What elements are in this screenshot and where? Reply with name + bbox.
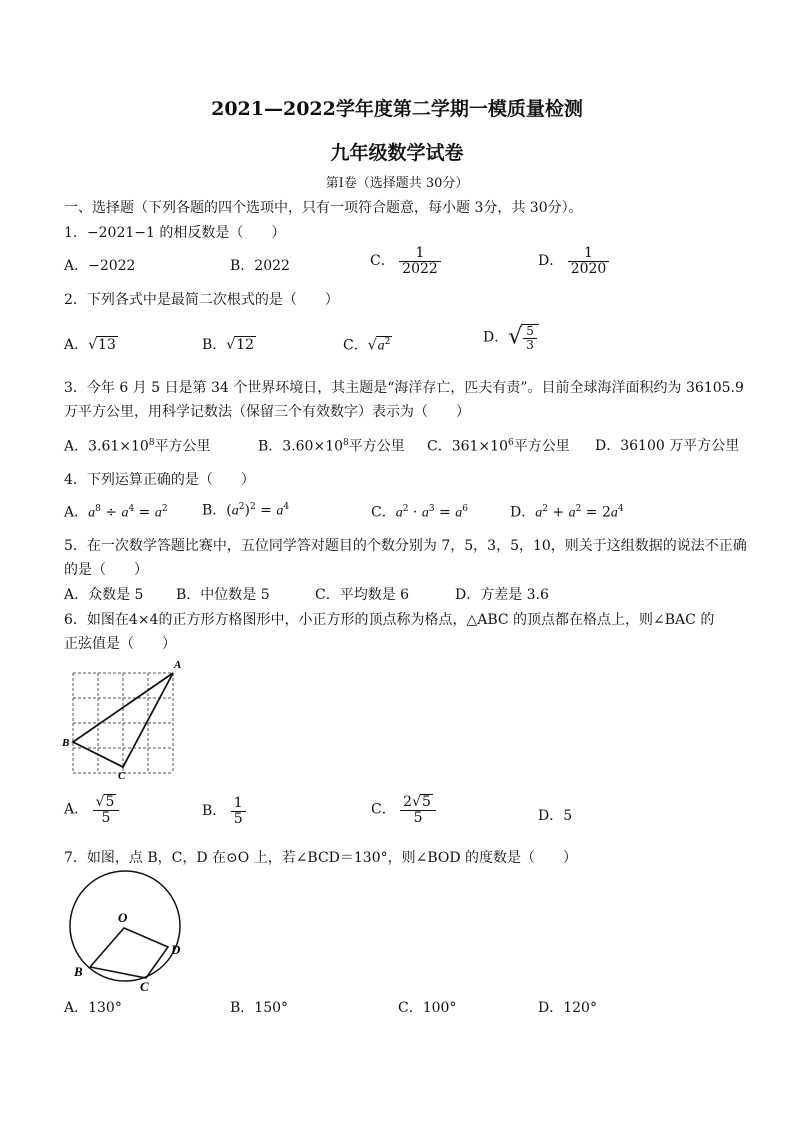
q3-option-c: C．$361\times 10^6$平方公里 bbox=[427, 438, 570, 455]
q7-label-c: C bbox=[140, 979, 149, 994]
q6-grid-lines bbox=[73, 673, 173, 773]
q3-stem-line2: 万平方公里，用科学记数法（保留三个有效数字）表示为（ ） bbox=[64, 404, 470, 420]
sqrt-icon: √ bbox=[412, 794, 422, 810]
q2-d-numerator: 5 bbox=[523, 325, 537, 339]
q1-option-d bbox=[538, 246, 609, 276]
q6-label-a: A bbox=[174, 659, 182, 671]
q1-option-d-label: D． bbox=[538, 253, 564, 270]
q4-stem: 4．下列运算正确的是（ ） bbox=[64, 472, 255, 488]
exam-subtitle: 九年级数学试卷 bbox=[330, 142, 464, 164]
q1-option-c bbox=[370, 246, 441, 276]
q2-d-denominator: 3 bbox=[526, 337, 534, 352]
section-heading: 一、选择题（下列各题的四个选项中，只有一项符合题意，每小题 3分，共 30分）。 bbox=[64, 200, 583, 216]
q7-stem: 7．如图，点 B，C，D 在⊙O 上，若∠BCD＝130°，则∠BOD 的度数是（ ） bbox=[64, 850, 578, 866]
q2-option-b bbox=[202, 336, 256, 354]
q6-option-c: C． $\frac{2√5}{5}$ bbox=[371, 794, 436, 825]
q6-stem-line2: 正弦值是（ ） bbox=[64, 636, 176, 652]
q5-option-c: C．平均数是 6 bbox=[315, 587, 410, 603]
q1-d-denominator: 2020 bbox=[570, 260, 607, 277]
q2-a-radicand: 13 bbox=[98, 337, 116, 353]
q3-stem-line1: 3．今年 6 月 5 日是第 34 个世界环境日，其主题是“海洋存亡，匹夫有责”。目前全球海洋面积约为 36105.9 bbox=[64, 380, 744, 396]
q7-circle-figure bbox=[60, 870, 195, 995]
q6-label-c: C bbox=[118, 770, 126, 780]
q6-grid-figure bbox=[60, 658, 190, 780]
q7-label-d: D bbox=[171, 942, 181, 957]
q1-c-numerator: 1 bbox=[399, 246, 441, 262]
q2-option-a-label: A． bbox=[64, 337, 89, 353]
q5-stem-line1: 5．在一次数学答题比赛中，五位同学答对题目的个数分别为 7，5，3，5，10，则关于这组数据的说法不正确 bbox=[64, 538, 747, 554]
q2-option-b-label: B． bbox=[202, 337, 227, 353]
q4-option-d: D．$a^2 + a^2 = 2a^4$ bbox=[510, 504, 624, 521]
q6-label-b: B bbox=[62, 737, 70, 749]
q6-option-a: A． $\frac{√5}{5}$ bbox=[64, 794, 119, 825]
volume-label: 第Ⅰ卷（选择题共 30分） bbox=[325, 176, 469, 191]
q7-label-o: O bbox=[118, 910, 128, 925]
sqrt-icon: √ bbox=[367, 337, 377, 354]
q4-option-c: C．$a^2 \cdot a^3 = a^6$ bbox=[371, 504, 468, 521]
q3-option-b: B．$3.60\times 10^8$平方公里 bbox=[258, 438, 405, 455]
q1-d-numerator: 1 bbox=[568, 246, 610, 262]
q5-option-a: A．众数是 5 bbox=[64, 587, 144, 603]
sqrt-icon: √ bbox=[88, 337, 98, 353]
q2-c-radicand: $a^2$ bbox=[377, 337, 391, 354]
q1-c-denominator: 2022 bbox=[402, 260, 438, 277]
exam-title: 2021—2022学年度第二学期一模质量检测 bbox=[211, 98, 583, 120]
q2-option-c bbox=[343, 336, 392, 355]
sqrt-icon: √ bbox=[226, 337, 236, 353]
q3-option-d: D．36100 万平方公里 bbox=[595, 438, 740, 454]
sqrt-icon: √ bbox=[95, 794, 105, 810]
q1-stem: 1．−2021−1 的相反数是（ ） bbox=[64, 225, 286, 241]
q7-option-d: D．120° bbox=[538, 1000, 597, 1016]
q6-option-b: B． $\frac{1}{5}$ bbox=[202, 796, 246, 826]
q7-option-c: C．100° bbox=[398, 1000, 457, 1016]
q2-option-d bbox=[483, 324, 539, 351]
q7-circle-o bbox=[70, 871, 180, 981]
q1-option-c-label: C． bbox=[370, 253, 395, 270]
q7-option-b: B．150° bbox=[230, 1000, 289, 1016]
q3-option-a: A．$3.61\times 10^8$平方公里 bbox=[64, 438, 211, 455]
q2-option-d-label: D． bbox=[483, 329, 509, 346]
q7-option-a: A．130° bbox=[64, 1000, 122, 1016]
q7-label-b: B bbox=[74, 964, 83, 979]
q6-stem-line1: 6．如图在4×4的正方形方格图形中，小正方形的顶点称为格点，△ABC 的顶点都在格点上，则∠BAC 的 bbox=[64, 612, 715, 628]
sqrt-icon: √ bbox=[508, 324, 523, 350]
q2-b-radicand: 12 bbox=[236, 337, 255, 353]
q6-option-d: D．5 bbox=[538, 808, 573, 824]
q4-option-a: A．$a^8 \div a^4 = a^2$ bbox=[64, 504, 168, 521]
q4-option-b: B．$(a^2)^2 = a^4$ bbox=[202, 502, 290, 519]
q2-option-a bbox=[64, 336, 118, 354]
q5-option-d: D．方差是 3.6 bbox=[455, 587, 549, 603]
q2-option-c-label: C． bbox=[343, 337, 368, 354]
q1-option-a: A．−2022 bbox=[64, 258, 136, 274]
q1-option-b: B．2022 bbox=[230, 258, 290, 274]
q5-option-b: B．中位数是 5 bbox=[176, 587, 270, 603]
q2-stem: 2．下列各式中是最简二次根式的是（ ） bbox=[64, 292, 339, 308]
q5-stem-line2: 的是（ ） bbox=[64, 562, 148, 578]
